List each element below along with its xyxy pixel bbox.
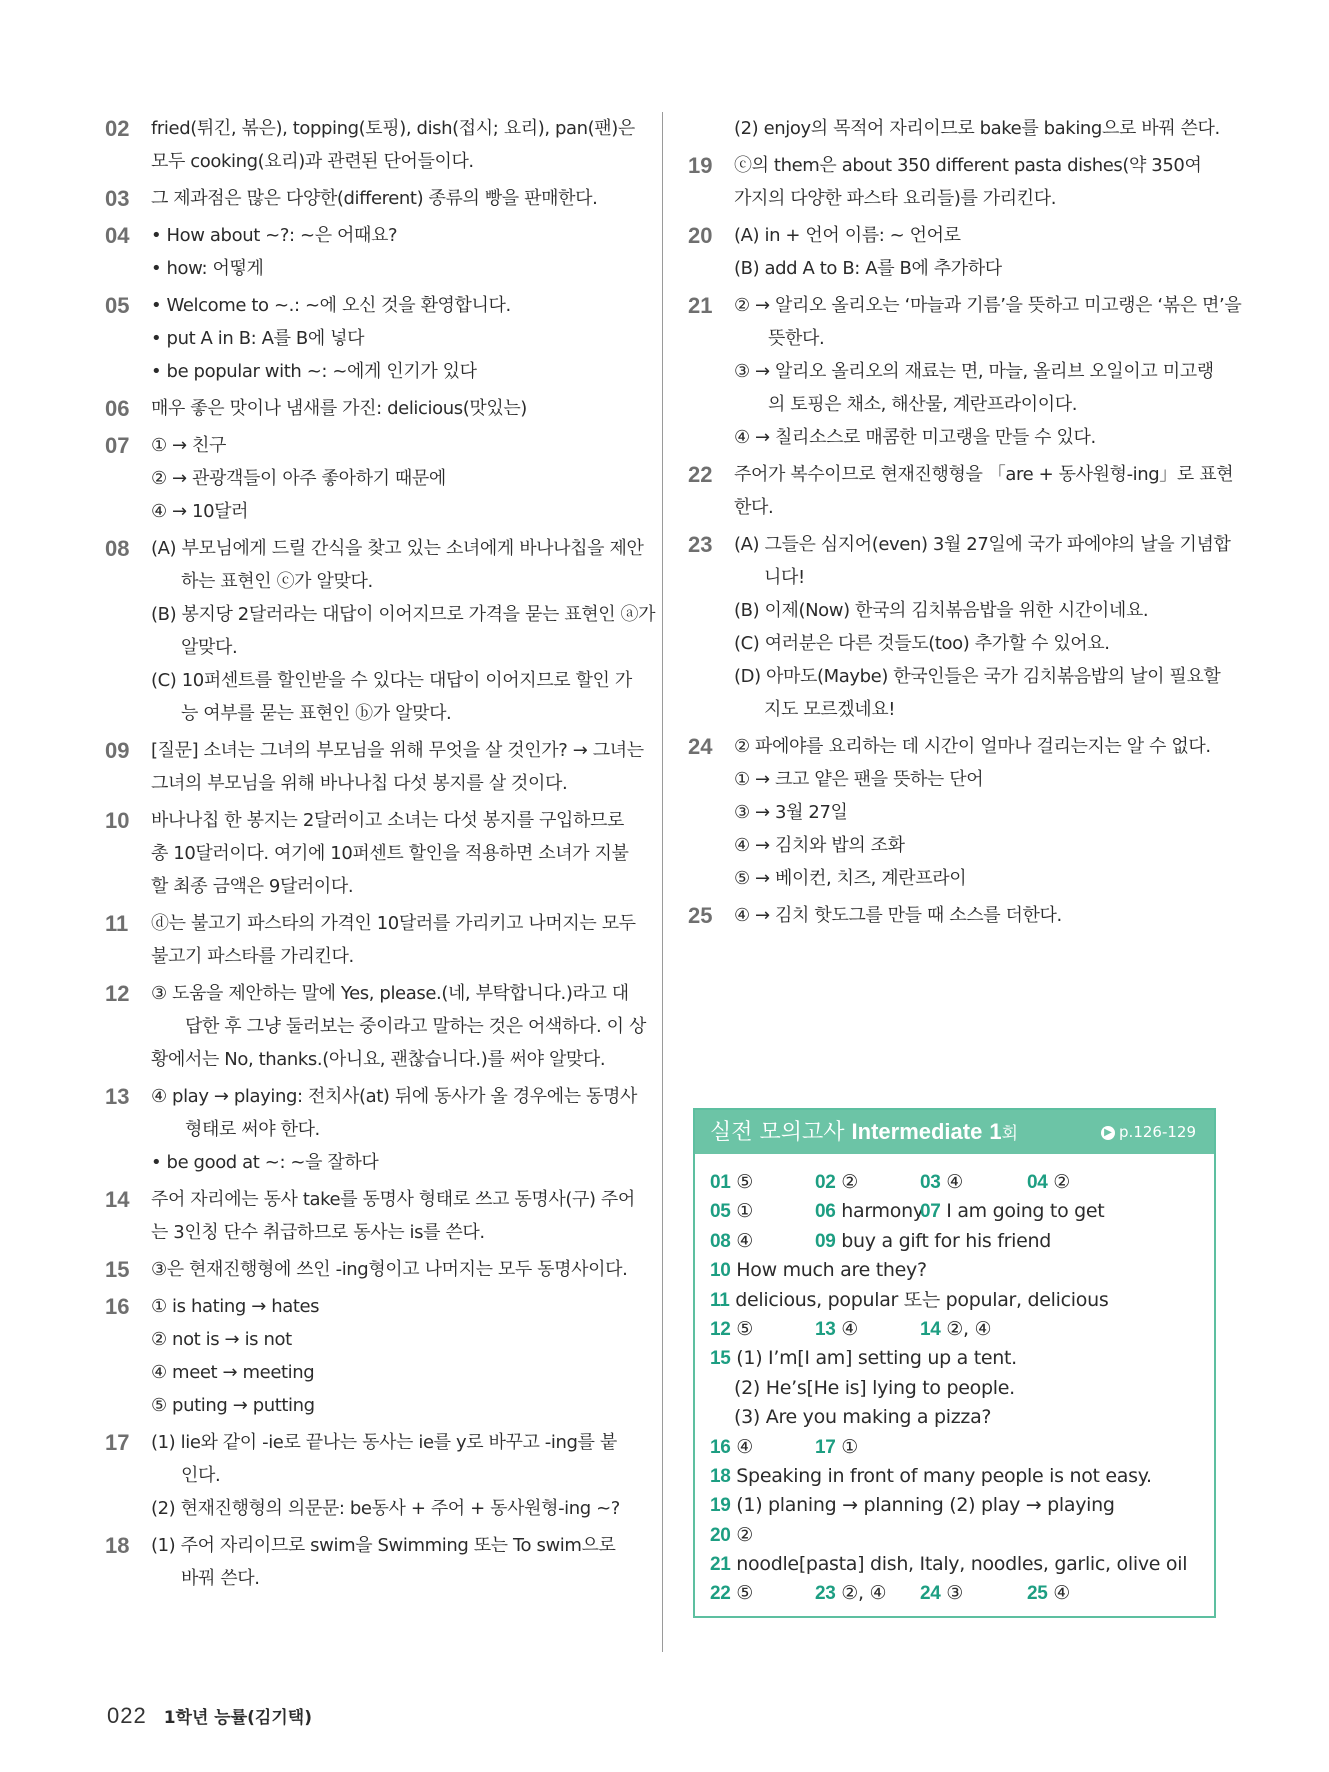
answer-cell <box>920 1315 991 1344</box>
answer-item <box>688 458 1234 524</box>
answer-number: 06 <box>815 1201 836 1223</box>
answer-line: 모두 cooking(요리)과 관련된 단어들이다. <box>151 151 474 172</box>
answer-item <box>105 429 635 528</box>
answer-cell <box>710 1579 753 1608</box>
answer-number: 16 <box>710 1436 731 1458</box>
answer-line: ③ 도움을 제안하는 말에 Yes, please.(네, 부탁합니다.)라고 대 <box>151 983 629 1004</box>
answer-line: ④ → 김치와 밥의 조화 <box>734 835 905 856</box>
answer-line: ② not is → is not <box>151 1329 292 1350</box>
answer-line: 황에서는 No, thanks.(아니요, 괜찮습니다.)를 써야 알맞다. <box>151 1049 606 1070</box>
answer-cell <box>710 1227 753 1256</box>
answer-item <box>105 1529 635 1595</box>
page-footer <box>107 1703 312 1729</box>
answer-line: 매우 좋은 맛이나 냄새를 가진: delicious(맛있는) <box>151 398 527 419</box>
answer-row <box>710 1521 1200 1550</box>
answer-key-header <box>695 1110 1214 1154</box>
answer-key-box <box>693 1108 1216 1618</box>
answer-line: • How about ~?: ~은 어때요? <box>151 225 398 246</box>
answer-value: (1) I’m[I am] setting up a tent. <box>736 1347 1017 1370</box>
answer-line: • be popular with ~: ~에게 인기가 있다 <box>151 361 477 382</box>
answer-value: (1) planing → planning (2) play → playing <box>736 1494 1115 1517</box>
answer-value: ② <box>841 1171 859 1193</box>
question-number: 13 <box>105 1084 130 1109</box>
answer-item <box>688 219 1223 285</box>
answer-item <box>688 730 1223 895</box>
answer-cell <box>710 1197 753 1226</box>
answer-value: Speaking in front of many people is not easy. <box>736 1464 1152 1487</box>
question-number: 16 <box>105 1294 130 1319</box>
answer-value: noodle[pasta] dish, Italy, noodles, garlic, olive oil <box>736 1553 1188 1576</box>
answer-line: 바꿔 쓴다. <box>181 1568 260 1589</box>
answer-item <box>688 112 1223 145</box>
answer-item <box>105 907 635 973</box>
answer-line: (1) 주어 자리이므로 swim을 Swimming 또는 To swim으로 <box>151 1535 616 1556</box>
answer-number: 03 <box>920 1172 941 1193</box>
answer-line: • Welcome to ~.: ~에 오신 것을 환영합니다. <box>151 295 511 316</box>
answer-row <box>710 1579 1200 1608</box>
answer-row <box>710 1286 1200 1315</box>
answer-line: (A) 부모님에게 드릴 간식을 찾고 있는 소녀에게 바나나칩을 제안 <box>151 538 644 559</box>
answer-line: ② → 알리오 올리오는 ‘마늘과 기름’을 뜻하고 미고랭은 ‘볶은 면’을 <box>734 295 1242 316</box>
answer-line: ③ → 알리오 올리오의 재료는 면, 마늘, 올리브 오일이고 미고랭 <box>734 361 1214 382</box>
answer-value: (2) He’s[He is] lying to people. <box>734 1376 1015 1399</box>
answer-number: 11 <box>710 1289 730 1311</box>
answer-number: 25 <box>1027 1583 1048 1605</box>
question-number: 05 <box>105 293 130 318</box>
answer-number: 14 <box>920 1318 941 1340</box>
answer-row <box>710 1433 1200 1462</box>
question-number: 12 <box>105 981 130 1006</box>
answer-value: ④ <box>946 1171 964 1193</box>
answer-row <box>710 1374 1200 1403</box>
answer-number: 05 <box>710 1201 731 1223</box>
answer-line: ⓒ의 them은 about 350 different pasta dishes(약 350여 <box>734 155 1202 176</box>
arrow-right-icon: ▶ <box>1101 1126 1115 1140</box>
answer-line: (1) lie와 같이 -ie로 끝나는 동사는 ie를 y로 바꾸고 -ing를 붙 <box>151 1432 617 1453</box>
answer-line: ④ → 김치 핫도그를 만들 때 소스를 더한다. <box>734 905 1062 926</box>
book-title: 1학년 능률(김기택) <box>163 1708 312 1728</box>
answer-line: ④ → 10달러 <box>151 501 249 522</box>
answer-line: 하는 표현인 ⓒ가 알맞다. <box>181 571 373 592</box>
answer-line: (C) 여러분은 다른 것들도(too) 추가할 수 있어요. <box>734 633 1110 654</box>
answer-number: 09 <box>815 1230 836 1252</box>
question-number: 23 <box>688 532 713 557</box>
answer-line: 바나나칩 한 봉지는 2달러이고 소녀는 다섯 봉지를 구입하므로 <box>151 810 625 831</box>
answer-item <box>105 734 644 800</box>
answer-line: ② 파에야를 요리하는 데 시간이 얼마나 걸리는지는 알 수 없다. <box>734 736 1211 757</box>
answer-line: (C) 10퍼센트를 할인받을 수 있다는 대답이 이어지므로 할인 가 <box>151 670 632 691</box>
answer-row <box>710 1403 1200 1432</box>
answer-value: ④ <box>841 1317 859 1340</box>
answer-line: 알맞다. <box>181 637 238 658</box>
answer-line: ④ play → playing: 전치사(at) 뒤에 동사가 올 경우에는 동명사 <box>151 1086 637 1107</box>
answer-line: (A) 그들은 심지어(even) 3월 27일에 국가 파에야의 날을 기념합 <box>734 534 1231 555</box>
answer-line: 한다. <box>734 497 774 518</box>
answer-line: (A) in + 언어 이름: ~ 언어로 <box>734 225 961 246</box>
answer-number: 08 <box>710 1230 731 1252</box>
answer-cell <box>815 1227 1051 1256</box>
question-number: 11 <box>105 911 129 936</box>
answer-line: ⑤ puting → putting <box>151 1395 315 1416</box>
question-number: 24 <box>688 734 713 759</box>
answer-line: ⑤ → 베이컨, 치즈, 계란프라이 <box>734 868 967 889</box>
answer-value: buy a gift for his friend <box>841 1229 1052 1252</box>
answer-item <box>688 149 1223 215</box>
answer-cell <box>710 1521 753 1550</box>
answer-number: 15 <box>710 1348 731 1370</box>
answer-row <box>710 1462 1200 1491</box>
question-number: 25 <box>688 903 713 928</box>
answer-number: 02 <box>815 1172 836 1193</box>
answer-number: 22 <box>710 1583 731 1605</box>
answer-cell <box>815 1579 886 1608</box>
answer-line: (D) 아마도(Maybe) 한국인들은 국가 김치볶음밥의 날이 필요할 <box>734 666 1221 687</box>
answer-value: ②, ④ <box>841 1582 887 1605</box>
answer-item <box>105 1080 635 1179</box>
answer-line: 가지의 다양한 파스타 요리들)를 가리킨다. <box>734 188 1057 209</box>
answer-value: ④ <box>1053 1582 1071 1605</box>
answer-line: (2) 현재진행형의 의문문: be동사 + 주어 + 동사원형-ing ~? <box>151 1498 620 1519</box>
answer-cell <box>710 1168 753 1197</box>
page-number: 022 <box>107 1703 147 1728</box>
answer-cell <box>920 1197 1104 1226</box>
answer-line: (B) 이제(Now) 한국의 김치볶음밥을 위한 시간이네요. <box>734 600 1149 621</box>
answer-value: ② <box>736 1523 754 1546</box>
question-number: 06 <box>105 396 130 421</box>
answer-line: (B) add A to B: A를 B에 추가하다 <box>734 258 1002 279</box>
answer-value: ⑤ <box>736 1317 754 1340</box>
question-number: 02 <box>105 116 130 141</box>
answer-line: • put A in B: A를 B에 넣다 <box>151 328 365 349</box>
answer-cell <box>1027 1579 1070 1608</box>
answer-line: 형태로 써야 한다. <box>185 1119 320 1140</box>
answer-item <box>688 528 1231 726</box>
answer-value: ④ <box>736 1229 754 1252</box>
answer-key-body <box>710 1168 1200 1609</box>
question-number: 15 <box>105 1257 130 1282</box>
answer-item <box>105 1253 635 1286</box>
answer-cell <box>815 1315 858 1344</box>
answer-cell <box>710 1433 753 1462</box>
question-number: 19 <box>688 153 713 178</box>
answer-item <box>688 289 1242 454</box>
answer-number: 12 <box>710 1318 731 1340</box>
answer-value: I am going to get <box>946 1200 1105 1223</box>
answer-line: 의 토핑은 채소, 해산물, 계란프라이이다. <box>768 394 1078 415</box>
answer-line: ③ → 3월 27일 <box>734 802 848 823</box>
answer-cell <box>710 1491 1115 1520</box>
answer-item <box>105 112 635 178</box>
answer-line: 지도 모르겠네요! <box>764 699 896 720</box>
answer-item <box>105 532 656 730</box>
answer-line: ⓓ는 불고기 파스타의 가격인 10달러를 가리키고 나머지는 모두 <box>151 913 636 934</box>
answer-number: 18 <box>710 1465 731 1487</box>
answer-line: 뜻한다. <box>768 328 825 349</box>
answer-cell <box>1027 1168 1070 1197</box>
answer-line: • be good at ~: ~을 잘하다 <box>151 1152 379 1173</box>
answer-item <box>105 1183 635 1249</box>
question-number: 21 <box>688 293 713 318</box>
question-number: 09 <box>105 738 130 763</box>
question-number: 18 <box>105 1533 130 1558</box>
answer-value: ③ <box>946 1582 964 1605</box>
page-reference: ▶ p.126-129 <box>1101 1122 1196 1142</box>
answer-cell <box>815 1168 858 1197</box>
answer-row <box>710 1550 1200 1579</box>
answer-value: delicious, popular 또는 popular, delicious <box>735 1288 1109 1311</box>
answer-row <box>710 1168 1200 1197</box>
question-number: 14 <box>105 1187 130 1212</box>
answer-item <box>105 977 646 1076</box>
answer-line: 불고기 파스타를 가리킨다. <box>151 946 354 967</box>
answer-number: 17 <box>815 1436 836 1458</box>
answer-cell <box>710 1286 1108 1315</box>
answer-number: 04 <box>1027 1172 1048 1193</box>
answer-line: • how: 어떻게 <box>151 258 264 279</box>
answer-row <box>710 1256 1200 1285</box>
answer-number: 21 <box>710 1554 731 1576</box>
question-number: 04 <box>105 223 130 248</box>
answer-line: ④ → 칠리소스로 매콤한 미고랭을 만들 수 있다. <box>734 427 1096 448</box>
question-number: 07 <box>105 433 130 458</box>
answer-line: (B) 봉지당 2달러라는 대답이 이어지므로 가격을 묻는 표현인 ⓐ가 <box>151 604 656 625</box>
answer-item <box>105 1426 635 1525</box>
answer-item <box>105 1290 635 1422</box>
answer-number: 13 <box>815 1318 836 1340</box>
answer-cell <box>710 1462 1152 1491</box>
answer-cell <box>710 1344 1017 1373</box>
answer-number: 10 <box>710 1260 731 1282</box>
answer-item <box>105 804 635 903</box>
answer-row <box>710 1315 1200 1344</box>
question-number: 17 <box>105 1430 130 1455</box>
answer-line: fried(튀긴, 볶은), topping(토핑), dish(접시; 요리), pan(팬)은 <box>151 118 635 139</box>
question-number: 10 <box>105 808 130 833</box>
answer-line: 그 제과점은 많은 다양한(different) 종류의 빵을 판매한다. <box>151 188 598 209</box>
answer-line: 니다! <box>764 567 805 588</box>
answer-number: 07 <box>920 1201 941 1223</box>
question-number: 22 <box>688 462 713 487</box>
answer-cell <box>734 1403 991 1432</box>
answer-line: [질문] 소녀는 그녀의 부모님을 위해 무엇을 살 것인가? → 그녀는 <box>151 740 644 761</box>
answer-value: How much are they? <box>736 1259 927 1282</box>
answer-item <box>688 899 1223 932</box>
answer-line: 주어가 복수이므로 현재진행형을 「are + 동사원형-ing」로 표현 <box>734 464 1234 485</box>
answer-key-title: 실전 모의고사 Intermediate 1회 <box>710 1119 1019 1145</box>
answer-number: 24 <box>920 1583 941 1605</box>
answer-line: ① is hating → hates <box>151 1296 320 1317</box>
answer-cell <box>710 1315 753 1344</box>
answer-line: ② → 관광객들이 아주 좋아하기 때문에 <box>151 468 446 489</box>
answer-line: 답한 후 그냥 둘러보는 중이라고 말하는 것은 어색하다. 이 상 <box>185 1016 646 1037</box>
answer-value: ④ <box>736 1435 754 1458</box>
answer-cell <box>734 1374 1015 1403</box>
answer-cell <box>815 1197 924 1226</box>
answer-cell <box>920 1168 963 1197</box>
answer-row <box>710 1227 1200 1256</box>
answer-value: ⑤ <box>736 1171 754 1193</box>
answer-line: ① → 크고 얕은 팬을 뜻하는 단어 <box>734 769 984 790</box>
question-number: 03 <box>105 186 130 211</box>
answer-number: 20 <box>710 1524 731 1546</box>
answer-number: 01 <box>710 1172 731 1193</box>
question-number: 08 <box>105 536 130 561</box>
answer-line: ④ meet → meeting <box>151 1362 315 1383</box>
answer-value: ① <box>841 1435 859 1458</box>
answer-item <box>105 392 635 425</box>
answer-item <box>105 289 635 388</box>
answer-cell <box>815 1433 858 1462</box>
answer-line: 는 3인칭 단수 취급하므로 동사는 is를 쓴다. <box>151 1222 485 1243</box>
answer-value: ②, ④ <box>946 1317 992 1340</box>
answer-cell <box>920 1579 963 1608</box>
answer-value: harmony <box>841 1200 924 1223</box>
answer-line: 인다. <box>181 1465 221 1486</box>
answer-line: ① → 친구 <box>151 435 227 456</box>
answer-value: (3) Are you making a pizza? <box>734 1406 992 1429</box>
answer-value: ② <box>1053 1171 1071 1193</box>
right-column <box>688 112 1242 936</box>
answer-cell <box>710 1256 927 1285</box>
answer-row <box>710 1491 1200 1520</box>
answer-line: 주어 자리에는 동사 take를 동명사 형태로 쓰고 동명사(구) 주어 <box>151 1189 635 1210</box>
answer-row <box>710 1197 1200 1226</box>
answer-number: 19 <box>710 1495 731 1517</box>
answer-line: 총 10달러이다. 여기에 10퍼센트 할인을 적용하면 소녀가 지불 <box>151 843 629 864</box>
answer-number: 23 <box>815 1583 836 1605</box>
answer-item <box>105 219 635 285</box>
column-divider <box>662 112 663 1652</box>
answer-value: ① <box>736 1200 754 1223</box>
answer-line: ③은 현재진행형에 쓰인 -ing형이고 나머지는 모두 동명사이다. <box>151 1259 628 1280</box>
answer-line: 그녀의 부모님을 위해 바나나칩 다섯 봉지를 살 것이다. <box>151 773 568 794</box>
answer-cell <box>710 1550 1187 1579</box>
answer-row <box>710 1344 1200 1373</box>
answer-line: 능 여부를 묻는 표현인 ⓑ가 알맞다. <box>181 703 452 724</box>
answer-item <box>105 182 635 215</box>
left-column <box>105 112 656 1599</box>
answer-value: ⑤ <box>736 1582 754 1605</box>
question-number: 20 <box>688 223 713 248</box>
answer-line: (2) enjoy의 목적어 자리이므로 bake를 baking으로 바꿔 쓴다. <box>734 118 1220 139</box>
answer-line: 할 최종 금액은 9달러이다. <box>151 876 354 897</box>
